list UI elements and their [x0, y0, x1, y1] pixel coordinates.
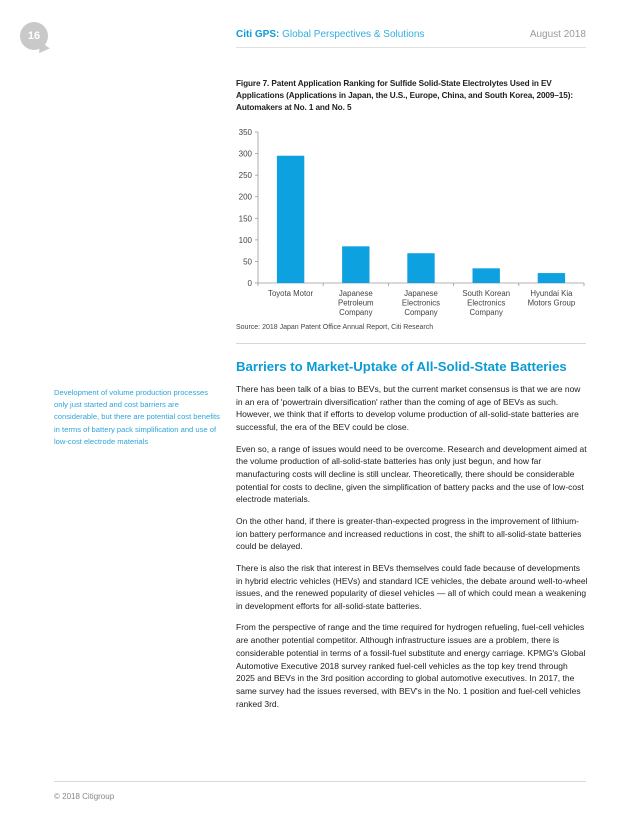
paragraph: There has been talk of a bias to BEVs, but the current market consensus is that we are now in an era of 'powertrain diversification' rather than the coming of age of BEVs as such. However, we think that if efforts to develop volume production of all-solid-state batteries are successful, the era of the BEV could be close.	[236, 384, 581, 433]
page-number: 16	[27, 30, 41, 42]
y-tick-label: 200	[238, 192, 252, 202]
section-divider	[236, 343, 586, 344]
header-date: August 2018	[529, 29, 586, 40]
x-tick-label	[402, 289, 440, 317]
y-tick-label: 150	[238, 214, 252, 224]
header-tagline: Global Perspectives & Solutions	[282, 29, 425, 40]
footer-copyright: © 2018 Citigroup	[54, 792, 115, 801]
y-tick-label: 0	[247, 279, 252, 288]
x-tick-label	[268, 289, 313, 298]
x-tick-label-line: South Korean	[462, 289, 511, 298]
page-header	[236, 29, 586, 40]
bar-0	[277, 156, 304, 283]
header-brand: Citi GPS:	[236, 29, 280, 40]
paragraph: There is also the risk that interest in BEVs themselves could fade because of developments in hybrid electric vehicles (HEVs) and standard ICE vehicles, the debate around well-to-wheel issues, and the renewed popularity of diesel vehicles — all of which could mean a weakening in development efforts for all-solid-state batteries.	[236, 562, 588, 611]
x-tick-label	[528, 289, 576, 308]
footer-divider	[54, 781, 586, 782]
patent-ranking-bar-chart	[230, 122, 590, 322]
x-tick-label-line: Electronics	[467, 298, 506, 308]
x-tick-label-line: Electronics	[401, 298, 441, 308]
bar-4	[538, 273, 565, 283]
figure-source: Source: 2018 Japan Patent Office Annual Report, Citi Research	[236, 324, 434, 331]
paragraph: From the perspective of range and the time required for hydrogen refueling, fuel-cell vehicles are another potential competitor. Although infrastructure issues are a problem, there is considerable potential in terms of a fossil-fuel substitute and energy carriage. KPMG's Global Automotive Executive 2018 survey ranked fuel-cell vehicles as the top key trend through 2025 and BEVs in the 3rd position according to global automotive executives. In 2017, the same survey had the issues reversed, with BEV's in the No. 1 position and fuel-cell vehicles ranked 3rd.	[236, 622, 586, 709]
x-tick-label-line: Hyundai Kia	[530, 289, 573, 298]
x-tick-label	[462, 289, 510, 317]
x-tick-label-line: Company	[404, 308, 438, 317]
section-title: Barriers to Market-Uptake of All-Solid-State Batteries	[236, 359, 567, 374]
bar-2	[407, 253, 434, 283]
y-tick-label: 350	[238, 128, 252, 137]
paragraph: On the other hand, if there is greater-than-expected progress in the improvement of lithium-ion battery performance and increased reductions in cost, the shift to all-solid-state batteries could be delayed.	[236, 515, 582, 552]
bar-1	[342, 246, 369, 283]
figure-title: Figure 7. Patent Application Ranking for Sulfide Solid-State Electrolytes Used in EV Applications (Applications in Japan, the U.S., Europe, China, and South Korea, 2009–15): Automakers at No. 1 and No. 5	[236, 79, 573, 112]
x-tick-label-line: Toyota Motor	[268, 289, 314, 298]
paragraph: Even so, a range of issues would need to be overcome. Research and development aimed at the volume production of all-solid-state batteries has only just begun, and how far manufacturing costs will decline is still unclear. Theoretically, there should be considerable potential for costs to decline, given the simplification of battery packs and the use of low-cost electrode materials.	[236, 443, 587, 505]
x-tick-label-line: Petroleum	[338, 298, 374, 308]
margin-note: Development of volume production processes only just started and cost barriers are considerable, but there are potential cost benefits in terms of battery pack simplification and use of low-cost electrode materials	[54, 388, 220, 446]
header-divider	[236, 47, 586, 48]
y-tick-label: 300	[238, 149, 252, 159]
x-tick-label	[338, 289, 374, 317]
x-tick-label-line: Company	[339, 308, 373, 317]
y-tick-label: 50	[243, 257, 252, 267]
x-tick-label-line: Japanese	[404, 289, 438, 298]
y-tick-label: 100	[238, 235, 252, 245]
x-tick-label-line: Motors Group	[527, 298, 576, 308]
body-text	[236, 383, 588, 719]
x-tick-label-line: Company	[469, 308, 503, 317]
bar-3	[473, 268, 500, 283]
y-tick-label: 250	[238, 171, 252, 181]
x-tick-label-line: Japanese	[338, 289, 373, 298]
